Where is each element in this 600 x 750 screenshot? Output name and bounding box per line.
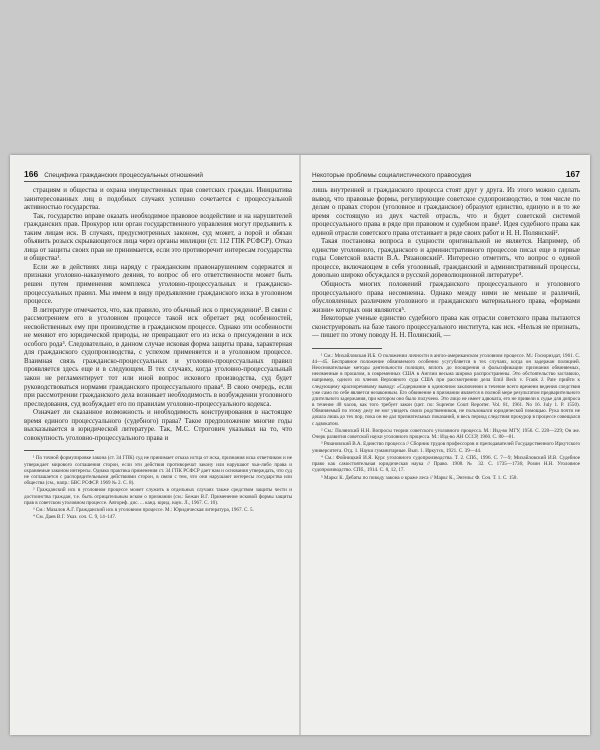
footnote: ³ См.: Мазалов А.Г. Гражданский иск в уголовном процессе. М.: Юридическая литература, 1967. С. 5.	[33, 507, 254, 514]
right-footnotes	[312, 353, 580, 481]
page-number-right: 167	[565, 169, 580, 179]
paragraph: Означает ли сказанное возможность и необходимость конструирования в настоящее время единого процессуального (судебного) права? Такое предположение многие годы высказывается в юридической литературе. Так, М.С. Строгович указывал на то, что совокупность уголовно-процессуального права и	[24, 409, 292, 442]
paragraph: страциям и общества и охрана имущественных прав советских граждан. Инициатива заинтересованных лиц в подобных случаях успешно сочетается с процессуальной активностью государства.	[24, 187, 292, 212]
running-header-right	[312, 169, 580, 182]
page-number-left: 166	[24, 169, 39, 179]
book-spread	[10, 155, 590, 735]
footnote-divider	[312, 348, 382, 349]
right-page-body	[312, 187, 580, 341]
paragraph: Общность многих положений гражданского процессуального и уголовного процессуального права несомненна. Однако между ними не меньше и различий, обусловленных различием уголовного и гражданского материального права, «формами жизни» которых они являются⁵.	[312, 281, 580, 314]
running-title-left: Специфика гражданских процессуальных отношений	[44, 172, 203, 179]
left-page	[24, 169, 292, 729]
footnote: ³ Рязановский В.А. Единство процесса // Сборник трудов профессоров и преподавателей Государственного Иркутского университета. Отд. 1. Науки гуманитарные. Вып. 1. Иркутск, 1921. С. 39—44.	[312, 441, 580, 454]
right-page	[312, 169, 580, 729]
footnote: ² См.: Полянский Н.Н. Вопросы теории советского уголовного процесса. М.: Изд-во МГУ, 1956. С. 220—229; Он же. Очерк развития советской науки уголовного процесса. М.: Изд-во АН СССР, 1960. С. 80—81.	[312, 427, 580, 441]
paragraph: Такая постановка вопроса в сущности оригинальной не является. Например, об единстве уголовного, гражданского и административного процессов писал еще в первые годы Советской власти В.А. Рязановский³. Интересно отметить, что вопрос о единой процессе, включающем в себя уголовный, гражданский и административный процессы, довольно широко обсуждался в русской дореволюционной литературе⁴.	[312, 238, 580, 280]
paragraph: Если же в действиях лица наряду с гражданским правонарушением содержатся и признаки уголовно-наказуемого деяния, то вопрос об его ответственности может быть решен путем применения комплекса уголовно-процессуальных и гражданско-процессуальных правил. Мы имеем в виду предъявление гражданского иска в уголовном процессе.	[24, 263, 292, 306]
book-gutter	[299, 155, 301, 735]
running-header-left	[24, 169, 292, 182]
footnote-divider	[24, 450, 94, 451]
left-page-body	[24, 187, 292, 443]
running-title-right: Некоторые проблемы социалистического правосудия	[312, 172, 472, 179]
footnote: ⁴ См. Даев В.Г. Указ. соч. С. 9, 14–147.	[33, 514, 117, 521]
footnote: ² Гражданский иск в уголовном процессе может служить в отдельных случаях также средством защиты чести и достоинства граждан, т.е. быть отрицательным иском о признании (см.: Бежан В.Г. Применение исковой формы защиты прав в советском уголовном процессе. Автореф. дис. ... канд. юрид. наук. Л., 1967. С. 10).	[24, 487, 292, 506]
paragraph: Некоторые ученые единство судебного права как отрасли советского права пытаются сконструировать на базе такого процессуального института, как иск. «Нельзя не признать, — пишет по этому поводу Н. Н. Полянский, —	[312, 315, 580, 340]
paragraph: Так, государство вправе оказать необходимое правовое воздействие и на нарушителей гражданских прав. Прокурор или орган государственного управления могут предъявить к таким лицам иск. В случаях, предусмотренных законом, суд может, а порой и обязан объявить розыск скрывающегося лица через органы милиции (ст. 112 ГПК РСФСР). Отказ лица от защиты своих прав не принимается, если это противоречит интересам государства и общества¹.	[24, 212, 292, 263]
footnote: ¹ См.: Михайловская И.Б. О положении личности в англо-американском уголовном процессе. М.: Госюриздат, 1961. С. 44—45. Бесправное положение обвиняемого особенно усугубляется в тех случаях, когда он задержан полицией. Неосновательные методы деятельности полиции, вплоть до поощрения и фальсификации признания обвиняемых, неизменные в прошлом, в современных США в Англии весьма широко распространены. Это обстоятельство заставило, например, одного из членов Верховного суда США при рассмотрении дела Emil Beck v. Frank J. Pate прийти к следующему красноречивому выводу: «Содержание в одиночном заключении в течение всего времени ведения следствия уже само по себе является незаконным. Его обвинение в признании является в полной мере результатом предварительного длительного задержания, при котором оно было получено. Это лицо не имеет адвоката, его не привели к судье для допроса в течение 48 часов, как того требует закон (цит. по: Supreme Court Reporter. Vol. 81, 1961. No 16. July 1. P. 1550). Обвиняемый по этому делу не мог увидеть своих родственников, не пользовался юридической помощью. Рука почти не дошла лишь до тех пор, пока он не дал признательных показаний, и весь период следствия прокурор в процессе совещался с адвокатом.	[312, 352, 580, 427]
paragraph: лишь внутренней и гражданского процесса стоят друг у друга. Из этого можно сделать вывод, что правовые формы, регулирующие советское судопроизводство, в том числе по делам о правах сторон (уголовное и гражданское) образуют единство, единую и в то же время состоящую из двух частей отрасль, что и будет советской системой процессуального права в ряде при правовом и судебном праве¹. Идея судебного права как единой отрасли советского права отстаивает в ряде своих работ и Н. Н. Полянский².	[312, 187, 580, 237]
footnote: ⁴ См.: Фойницкий И.Я. Курс уголовного судопроизводства. Т. 2. СПб., 1996. С. 7—9; Михайловский И.В. Судебное право как самостоятельная юридическая наука // Право. 1908. № 32. С. 1735—1736; Розин Н.Н. Уголовное судопроизводство. СПб., 1914. С. 8, 12, 17.	[312, 454, 580, 474]
paragraph: В литературе отмечается, что, как правило, это обычный иск о присуждении². В связи с рассмотрением его в уголовном процессе такой иск обретает ряд особенностей, несвойственных ему при производстве в гражданском процессе. Однако эти особенности не меняют его юридической природы, не превращают его из иска о присуждении в иск особого рода³. Следовательно, в данном случае исковая форма защиты права, характерная для гражданского судопроизводства, с успехом применяется и в уголовном процессе. Взаимная связь гражданско-процессуальных и уголовно-процессуальных правил проявляется здесь еще и в следующем. В тех случаях, когда уголовно-процессуальный закон не регламентирует тот или иной вопрос искового производства, суд будет руководствоваться нормами гражданского процессуального права⁴. В свою очередь, если при рассмотрении гражданского дела возникает необходимость в возбуждении уголовного преследования, суд возбуждает его по правилам уголовно-процессуального кодекса.	[24, 306, 292, 408]
left-footnotes	[24, 455, 292, 520]
footnote: ¹ По точной формулировке закона (ст. 34 ГПК) суд не принимает отказа истца от иска, признания иска ответчиком и не утверждает мирового соглашения сторон, если эти действия противоречат закону или нарушают чьи-либо права и охраняемые законом интересы. Однако практика применения ст. 34 ГПК РСФСР дает нам и основания утверждать, что суд не соглашается с распорядительными действиями сторон, в связи с тем, что они нарушают интересы государства или общества (см., напр.: БВС РСФСР. 1969 № 2. С. 8).	[24, 455, 292, 487]
footnote: ⁵ Маркс К. Дебаты по поводу закона о краже леса // Маркс К., Энгельс Ф. Соч. Т. 1. С. 158.	[321, 474, 518, 481]
